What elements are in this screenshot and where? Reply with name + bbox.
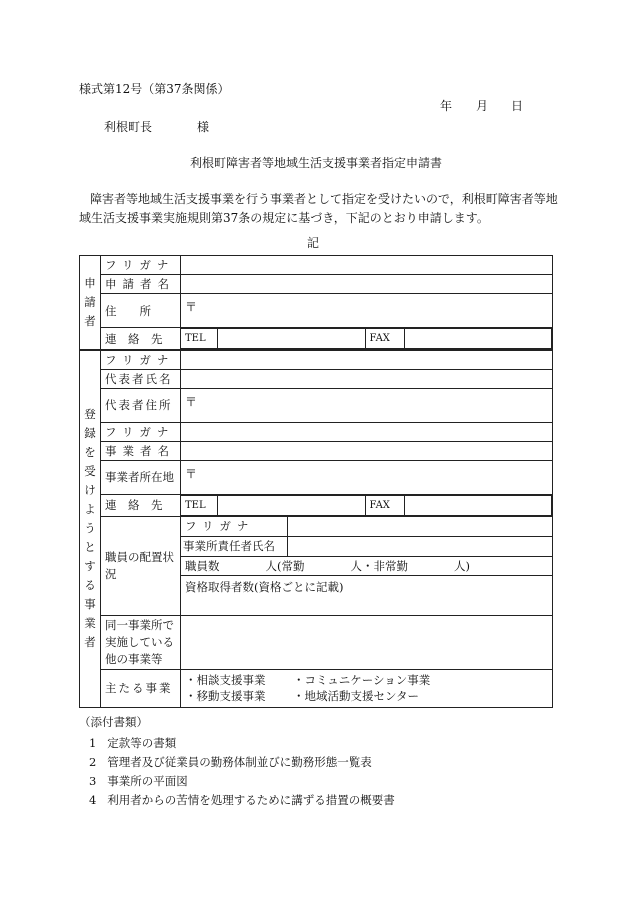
option-consultation-support[interactable]: ・相談支援事業 <box>185 673 266 687</box>
attachment-item: 1 定款等の書類 <box>89 736 177 750</box>
tel-label: TEL <box>181 329 217 349</box>
addressee-suffix: 様 <box>197 120 210 134</box>
fax-label: FAX <box>365 329 404 349</box>
rep-address-label: 代表者住所 <box>101 388 181 422</box>
date-month: 月 <box>476 99 489 113</box>
applicant-furigana-field[interactable] <box>181 256 553 275</box>
postal-mark: 〒 <box>185 394 198 409</box>
business-furigana-label: フリガナ <box>101 422 181 441</box>
tel-label: TEL <box>181 495 217 515</box>
rep-furigana-field[interactable] <box>181 350 553 369</box>
ki-heading: 記 <box>307 236 320 250</box>
applicant-name-field[interactable] <box>181 275 553 294</box>
business-contact-label: 連 絡 先 <box>101 494 181 516</box>
rep-name-field[interactable] <box>181 369 553 388</box>
other-business-label: 同一事業所で実施している他の事業等 <box>101 615 181 669</box>
body-text-line-2: 域生活支援事業実施規則第37条の規定に基づき，下記のとおり申請します。 <box>79 211 489 225</box>
option-mobility-support[interactable]: ・移動支援事業 <box>185 689 266 703</box>
attachment-item: 4 利用者からの苦情を処理するために講ずる措置の概要書 <box>89 793 395 807</box>
business-furigana-field[interactable] <box>181 422 553 441</box>
business-fax-field[interactable] <box>404 495 552 515</box>
manager-furigana-field[interactable] <box>288 516 553 536</box>
applicant-tel-field[interactable] <box>217 329 365 349</box>
staffing-label: 職員の配置状況 <box>101 516 181 615</box>
date-day: 日 <box>511 99 524 113</box>
applicant-fax-field[interactable] <box>404 329 552 349</box>
applicant-contact-row <box>181 328 553 351</box>
registrant-side-label: 登 録 を 受 け よ う と す る 事 業 者 <box>80 350 101 707</box>
body-text-line-1: 障害者等地域生活支援事業を行う事業者として指定を受けたいので，利根町障害者等地 <box>90 192 558 206</box>
applicant-name-label: 申請者名 <box>101 275 181 294</box>
option-communication[interactable]: ・コミュニケーション事業 <box>293 673 431 687</box>
rep-furigana-label: フリガナ <box>101 350 181 369</box>
staff-count-field[interactable]: 職員数 人(常勤 人・非常勤 人) <box>181 556 553 575</box>
rep-address-field[interactable] <box>181 388 553 422</box>
attachment-item: 3 事業所の平面図 <box>89 774 188 788</box>
addressee: 利根町長 <box>104 120 153 134</box>
option-community-activity-center[interactable]: ・地域活動支援センター <box>293 689 420 703</box>
manager-name-field[interactable] <box>288 536 553 556</box>
document-title: 利根町障害者等地域生活支援事業者指定申請書 <box>190 156 443 170</box>
qualified-count-field[interactable]: 資格取得者数(資格ごとに記載) <box>181 575 553 615</box>
business-address-label: 事業者所在地 <box>101 460 181 494</box>
applicant-side-label: 申 請 者 <box>80 256 101 351</box>
attachment-item: 2 管理者及び従業員の勤務体制並びに勤務形態一覧表 <box>89 755 372 769</box>
manager-furigana-label: フリガナ <box>181 516 288 536</box>
business-name-label: 事業者名 <box>101 441 181 460</box>
manager-name-label: 事業所責任者氏名 <box>181 536 288 556</box>
other-business-field[interactable] <box>181 615 553 669</box>
applicant-contact-label: 連 絡 先 <box>101 328 181 351</box>
main-business-label: 主たる事業 <box>101 669 181 707</box>
applicant-address-label: 住 所 <box>101 294 181 328</box>
postal-mark: 〒 <box>185 300 198 314</box>
applicant-address-field[interactable] <box>181 294 553 328</box>
form-number: 様式第12号（第37条関係） <box>79 82 230 96</box>
fax-label: FAX <box>365 495 404 515</box>
rep-name-label: 代表者氏名 <box>101 369 181 388</box>
postal-mark: 〒 <box>185 466 198 481</box>
application-form-table <box>79 255 553 708</box>
business-address-field[interactable] <box>181 460 553 494</box>
applicant-furigana-label: フリガナ <box>101 256 181 275</box>
date-year: 年 <box>440 99 453 113</box>
attachments-heading: （添付書類） <box>79 715 148 729</box>
business-contact-row <box>181 494 553 516</box>
business-tel-field[interactable] <box>217 495 365 515</box>
main-business-options <box>181 669 553 707</box>
business-name-field[interactable] <box>181 441 553 460</box>
